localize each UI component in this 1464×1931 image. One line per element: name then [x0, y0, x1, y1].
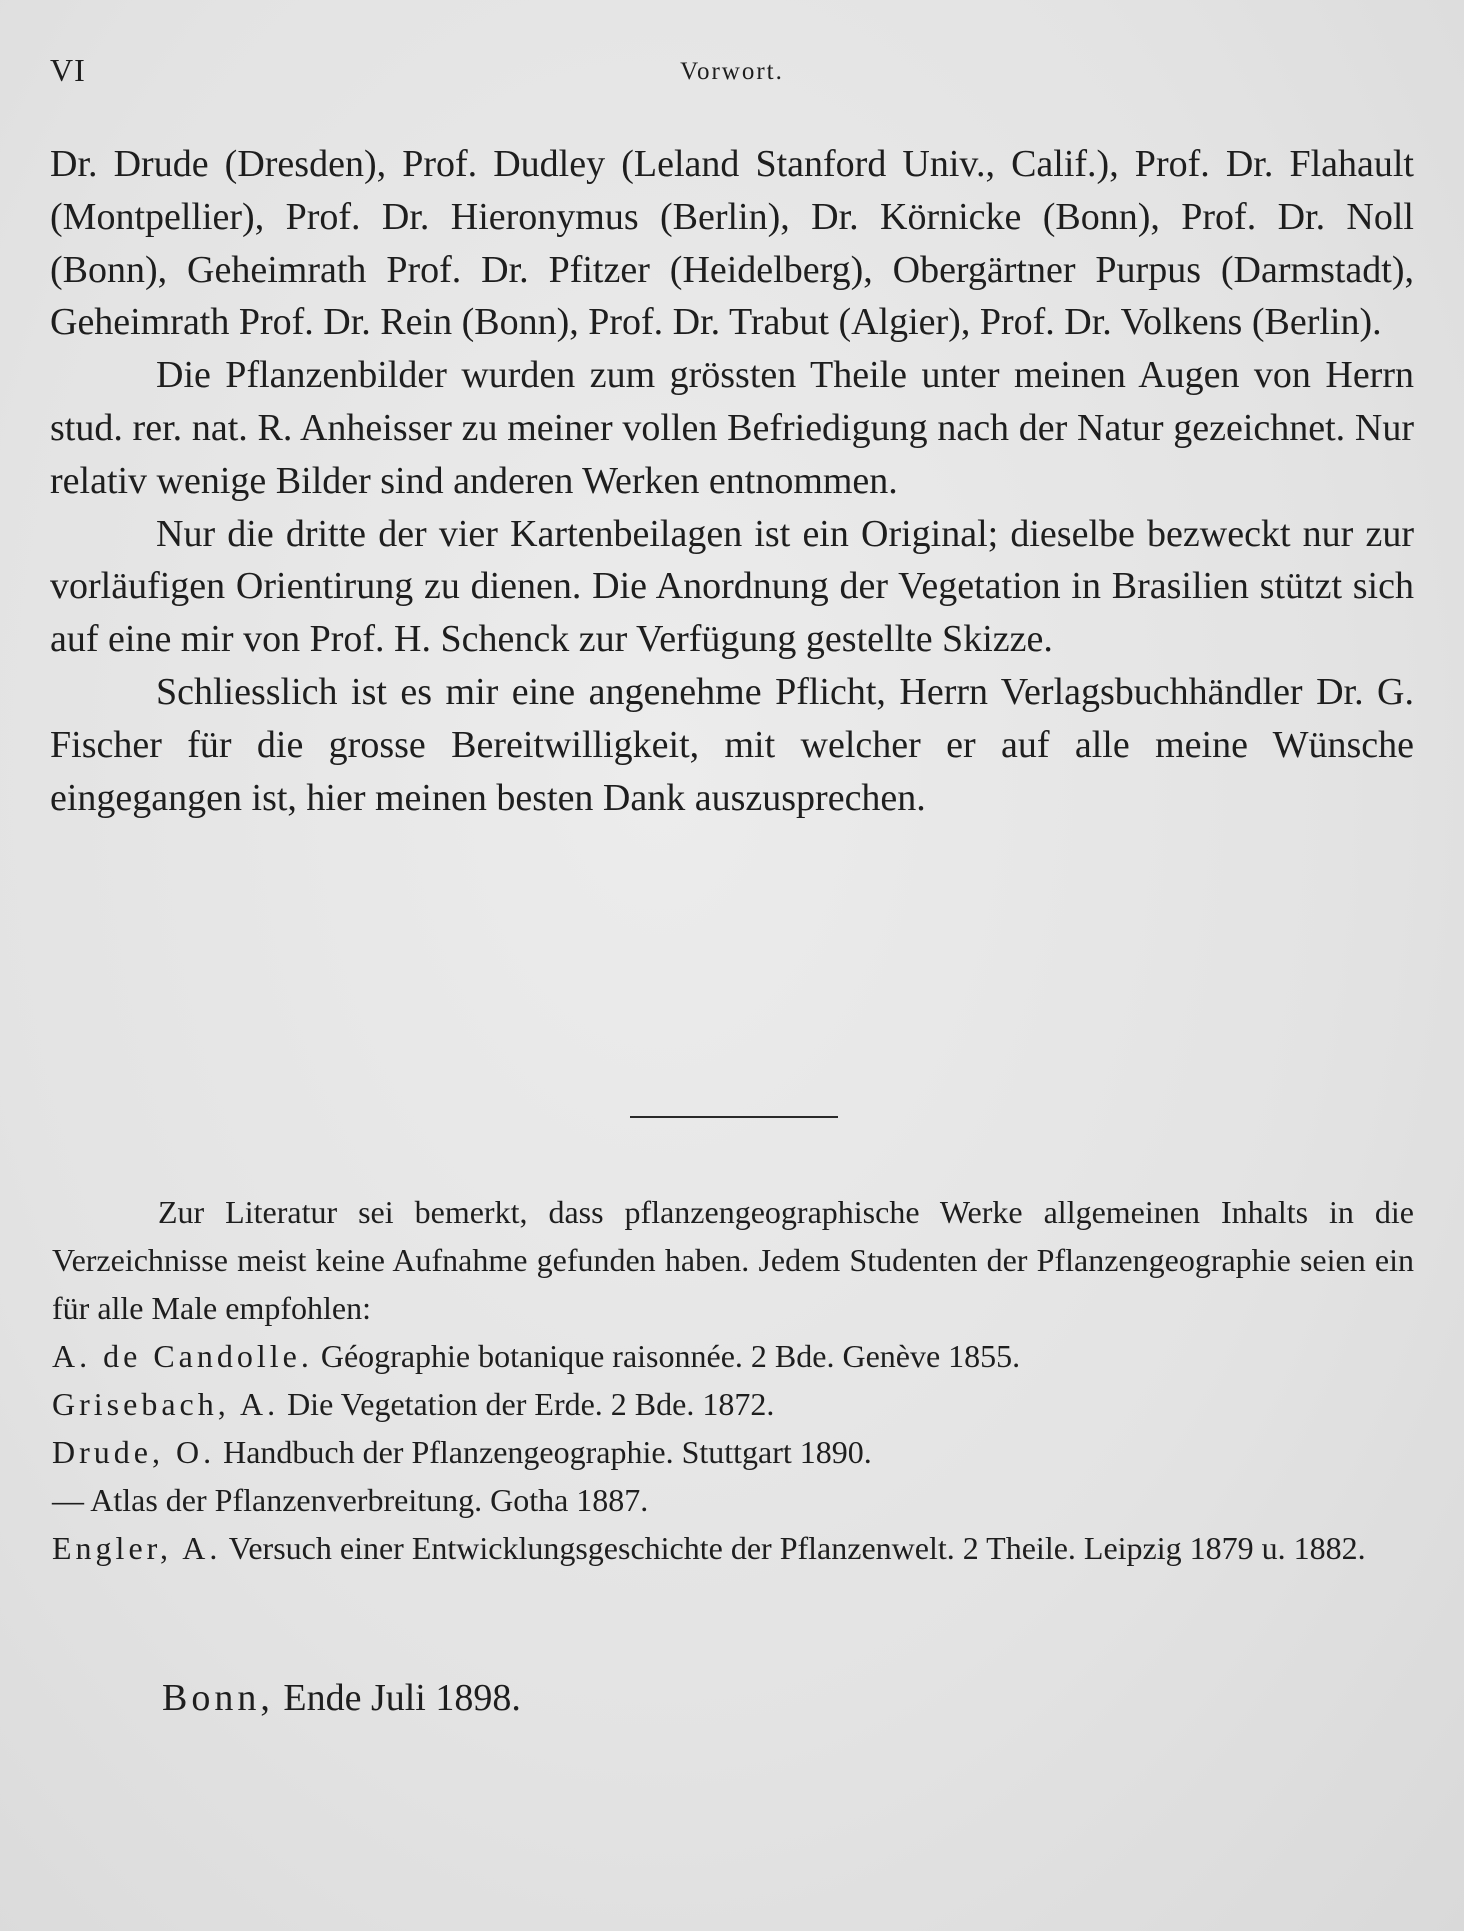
reference-author: A. de Candolle. — [52, 1338, 313, 1374]
reference-text: Géographie botanique raisonnée. 2 Bde. Genève 1855. — [320, 1338, 1021, 1374]
reference-item — [52, 1380, 1414, 1428]
signoff-date: Ende Juli 1898. — [283, 1677, 521, 1719]
reference-author: Engler, A. — [52, 1530, 222, 1566]
reference-text: Handbuch der Pflanzengeographie. Stuttgart 1890. — [223, 1434, 872, 1470]
signoff-place: Bonn, — [162, 1677, 274, 1719]
reference-text: Die Vegetation der Erde. 2 Bde. 1872. — [287, 1386, 775, 1422]
reference-dash: — — [52, 1482, 84, 1518]
reference-item — [52, 1428, 1414, 1476]
running-title: Vorwort. — [680, 58, 784, 85]
section-divider — [630, 1116, 838, 1118]
page-number: VI — [50, 52, 86, 88]
paragraph-illustrations: Die Pflanzenbilder wurden zum grössten Theile unter meinen Augen von Herrn stud. rer. nat. R. Anheisser zu meiner vollen Befriedigung nach der Natur gezeichnet. Nur relativ wenige Bilder sind anderen Werken entnommen. — [50, 354, 1414, 502]
literature-intro: Zur Literatur sei bemerkt, dass pflanzengeographische Werke allgemeinen Inhalts in die Verzeichnisse meist keine Aufnahme gefunden haben. Jedem Studenten der Pflanzengeographie seien ein für alle Male empfohlen: — [52, 1194, 1414, 1326]
page-header — [50, 52, 1414, 102]
reference-author: Grisebach, A. — [52, 1386, 280, 1422]
signoff — [162, 1672, 521, 1724]
paragraph-acknowledgements: Dr. Drude (Dresden), Prof. Dudley (Leland Stanford Univ., Calif.), Prof. Dr. Flahault (Montpellier), Prof. Dr. Hieronymus (Berlin), Dr. Körnicke (Bonn), Prof. Dr. Noll (Bonn), Geheimrath Prof. Dr. Pfitzer (Heidelberg), Obergärtner Purpus (Darmstadt), Geheimrath Prof. Dr. Rein (Bonn), Prof. Dr. Trabut (Algier), Prof. Dr. Volkens (Berlin). — [50, 143, 1414, 344]
reference-text: Atlas der Pflanzenverbreitung. Gotha 1887. — [90, 1482, 649, 1518]
paragraph-maps: Nur die dritte der vier Kartenbeilagen ist ein Original; dieselbe bezweckt nur zur vorläufigen Orientirung zu dienen. Die Anordnung der Vegetation in Brasilien stützt sich auf eine mir von Prof. H. Schenck zur Verfügung gestellte Skizze. — [50, 512, 1414, 661]
reference-item — [52, 1524, 1414, 1572]
preface-body — [50, 138, 1414, 824]
reference-item — [52, 1476, 1414, 1524]
literature-section — [52, 1188, 1414, 1572]
reference-item — [52, 1332, 1414, 1380]
reference-text: Versuch einer Entwicklungsgeschichte der Pflanzenwelt. 2 Theile. Leipzig 1879 u. 1882. — [228, 1530, 1366, 1566]
paragraph-thanks: Schliesslich ist es mir eine angenehme Pflicht, Herrn Verlagsbuchhändler Dr. G. Fischer für die grosse Bereitwilligkeit, mit welcher er auf alle meine Wünsche eingegangen ist, hier meinen besten Dank auszusprechen. — [50, 670, 1414, 819]
reference-author: Drude, O. — [52, 1434, 216, 1470]
